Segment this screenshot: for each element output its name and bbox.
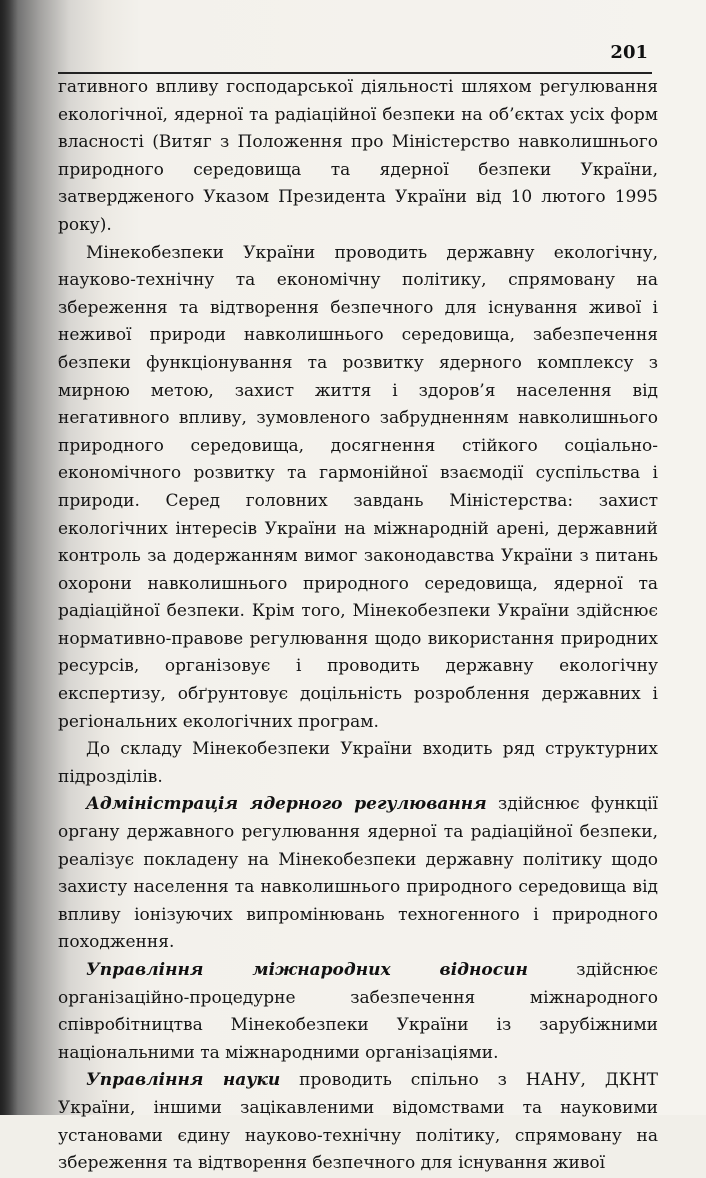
paragraph-science-department [58,1067,658,1177]
paragraph-text: До складу Мінекобезпеки України входить ряд структурних підрозділів. [58,739,658,787]
paragraph-text: здійснює функції органу державного регулювання ядерної та радіаційної безпеки, реалізує покладену на Мінекобезпеки державну політику щодо захисту населення та навколишнього природного середовища від впливу іонізуючих випромінювань техногенного і природного походження. [58,794,658,953]
paragraph-continuation [58,74,658,240]
paragraph-lead: Управління науки [86,1070,281,1091]
paragraph-text: проводить спільно з НАНУ, ДКНТ України, іншими зацікавленими відомствами та науковими установами єдину науково-технічну політику, спрямовану на збереження та відтворення безпечного для існування живої [58,1070,658,1174]
paragraph-lead: Управління міжнародних відносин [86,960,528,980]
paragraph-lead: Адміністрація ядерного регулювання [86,794,487,815]
paragraph-international-relations [58,957,658,1067]
paragraph-minekobezpeky-policy [58,240,658,737]
body-text [58,74,658,1178]
page-binding-shadow [0,0,18,1115]
paragraph-text: здійснює організаційно-процедурне забезпечення міжнародного співробітництва Мінекобезпеки України із зарубіжними національними та міжнародними організаціями. [58,960,658,1063]
page-number: 201 [610,42,648,63]
paragraph-structure [58,736,658,791]
paragraph-text: Мінекобезпеки України проводить державну екологічну, науково-технічну та економічну політику, спрямовану на збереження та відтворення безпечного для існування живої і неживої природи навколишнього середовища, забезпечення безпеки функціонування та розвитку ядерного комплексу з мирною метою, захист життя і здоров’я населення від негативного впливу, зумовленого забрудненням навколишнього природного середовища, досягнення стійкого соціально-економічного розвитку та гармонійної взаємодії суспільства і природи. Серед головних завдань Міністерства: захист екологічних інтересів України на міжнародній арені, державний контроль за додержанням вимог законодавства України з питань охорони навколишнього природного середовища, ядерної та радіаційної безпеки. Крім того, Мінекобезпеки України здійснює нормативно-правове регулювання щодо використання природних ресурсів, організовує і проводить державну екологічну експертизу, обґрунтовує доцільність розроблення державних і регіональних екологічних програм. [58,242,658,732]
paragraph-nuclear-regulation [58,791,658,957]
paragraph-text: гативного впливу господарської діяльності шляхом регулювання екологічної, ядерної та радіаційної безпеки на об’єктах усіх форм власності (Витяг з Положення про Міністерство навколишнього природного середовища та ядерної безпеки України, затвердженого Указом Президента України від 10 лютого 1995 року). [58,77,658,235]
